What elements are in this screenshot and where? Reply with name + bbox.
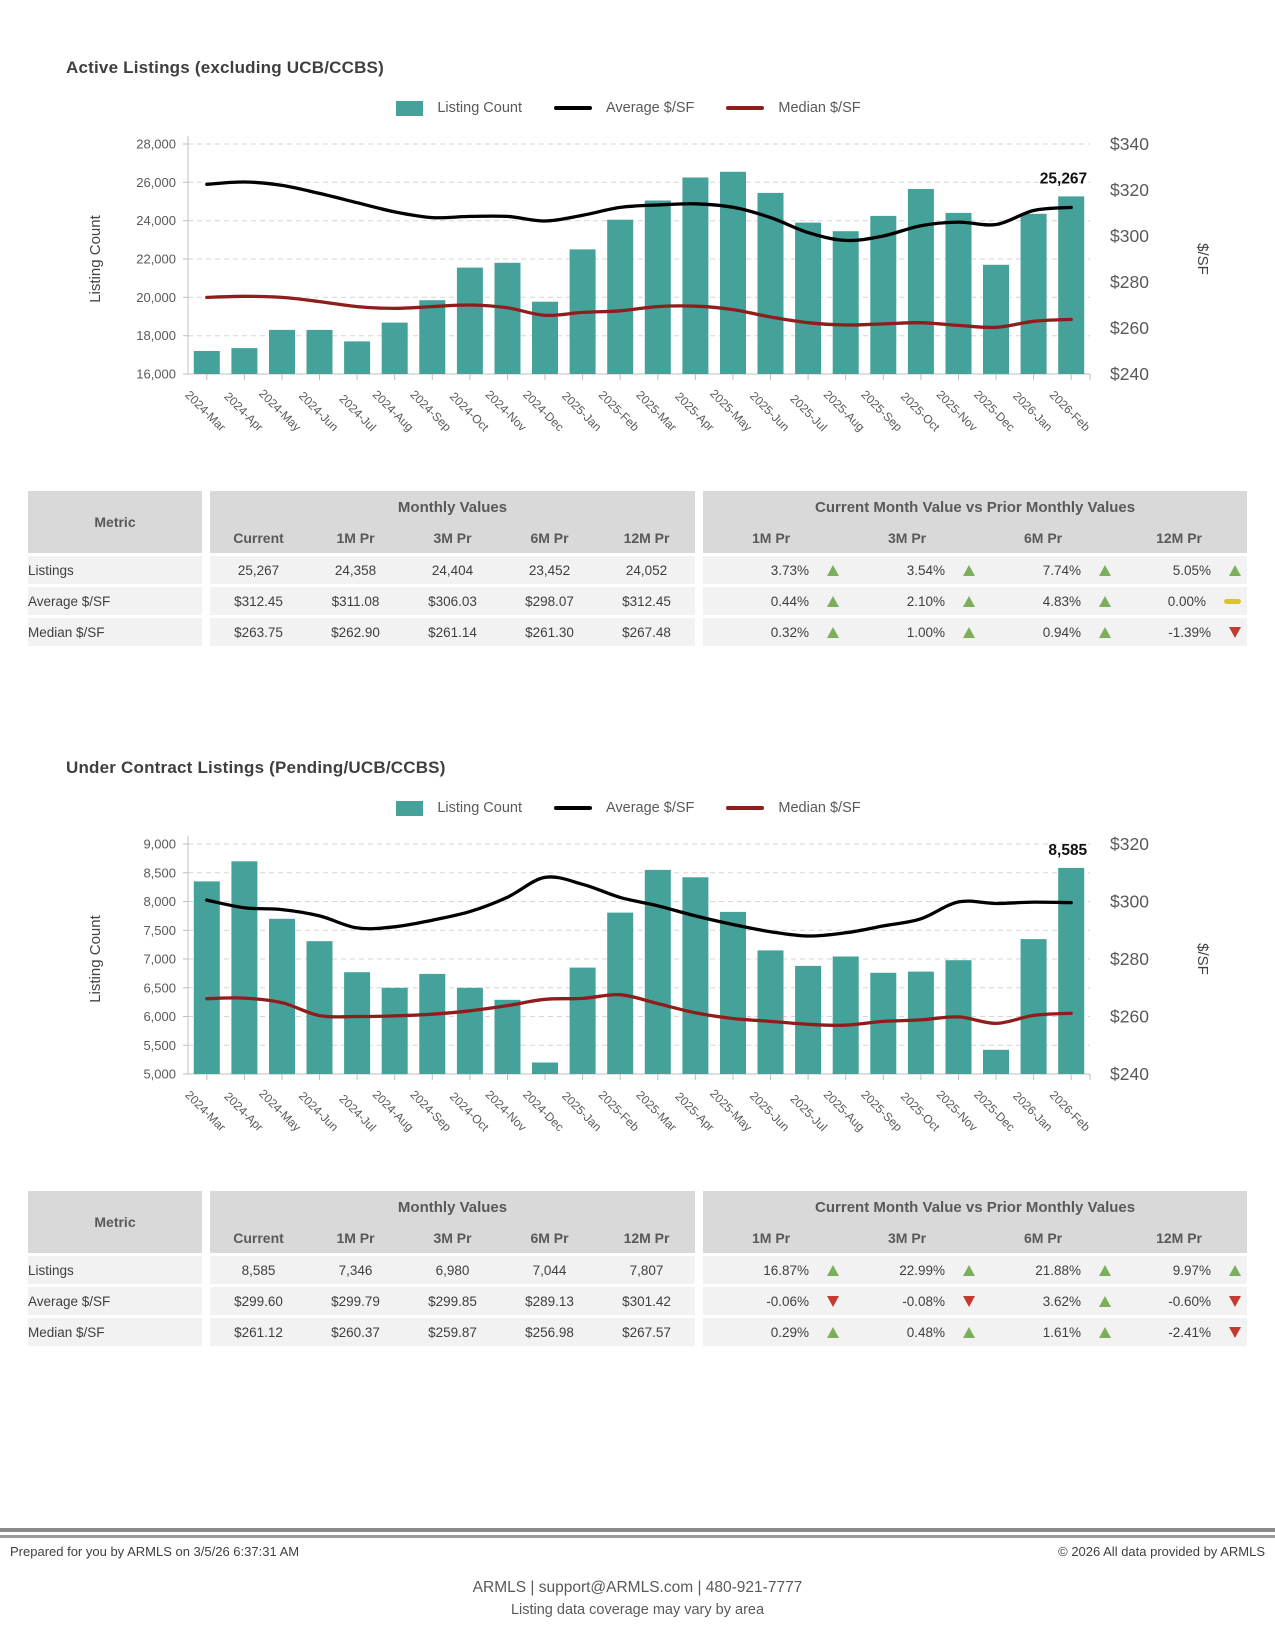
listing-count-swatch-icon [396,101,423,116]
change-cell: 3.62% [975,1286,1111,1317]
trend-down-icon [963,1296,975,1307]
cat-label: 2024-Jul [336,391,379,435]
value-cell: $299.79 [307,1286,404,1317]
bar [720,912,746,1074]
monthly-values-header: Monthly Values [210,491,695,523]
median-line [207,296,1071,327]
legend-label-listing-count: Listing Count [437,800,522,816]
svg-text:26,000: 26,000 [136,174,176,190]
bar [1058,196,1084,374]
cat-label: 2025-May [707,386,755,435]
value-cell: $261.30 [501,617,598,647]
trend-up-icon [963,565,975,576]
value-cell: $256.98 [501,1317,598,1347]
prepared-text: Prepared for you by ARMLS on 3/5/26 6:37:31 AM [10,1544,300,1559]
contact-block [0,1579,1275,1618]
trend-up-icon [1229,1265,1241,1276]
value-cell: 24,404 [404,555,501,586]
trend-up-icon [1099,627,1111,638]
metric-col-header: Metric [28,1191,202,1255]
bar [231,348,257,374]
cat-label: 2024-Sep [407,387,455,435]
active-listings-chart [28,124,1247,467]
last-value-label: 25,267 [1039,170,1088,188]
value-cell: 6,980 [404,1255,501,1286]
col-header: 6M Pr [501,1223,598,1255]
comparison-header: Current Month Value vs Prior Monthly Values [703,1191,1247,1223]
trend-up-icon [827,565,839,576]
svg-text:5,500: 5,500 [143,1037,176,1053]
value-cell: $260.37 [307,1317,404,1347]
value-cell: 23,452 [501,555,598,586]
svg-text:$260: $260 [1110,318,1149,338]
cat-label: 2024-Dec [520,1087,567,1135]
cat-label: 2024-Mar [182,1087,229,1135]
cat-label: 2024-Apr [221,1089,267,1135]
trend-up-icon [1099,596,1111,607]
listing-count-swatch-icon [396,801,423,816]
cat-label: 2025-Jul [787,391,830,435]
bar [382,988,408,1074]
footer-row [0,1538,1275,1559]
value-cell: $267.57 [598,1317,695,1347]
cat-label: 2025-Sep [858,1087,906,1135]
average-line-swatch-icon [554,106,592,110]
bar [344,341,370,374]
average-line [207,877,1071,936]
value-cell: $299.85 [404,1286,501,1317]
value-cell: $312.45 [598,586,695,617]
change-cell: 21.88% [975,1255,1111,1286]
bar [1021,939,1047,1074]
cat-label: 2025-Dec [971,387,1018,435]
cat-label: 2024-Nov [482,1087,530,1135]
cat-label: 2025-Jan [559,1088,605,1135]
bar [532,1063,558,1075]
value-cell: 7,807 [598,1255,695,1286]
table-row [28,555,1247,586]
svg-text:$280: $280 [1110,272,1149,292]
value-cell: $299.60 [210,1286,307,1317]
trend-up-icon [963,596,975,607]
cat-label: 2025-Aug [820,387,868,435]
bar [457,268,483,374]
bar [495,1000,521,1074]
under-contract-title: Under Contract Listings (Pending/UCB/CCBS) [66,758,446,777]
bar [307,330,333,374]
cat-label: 2024-Mar [182,387,229,435]
col-header: 1M Pr [703,523,839,555]
value-cell: $311.08 [307,586,404,617]
change-cell: 0.48% [839,1317,975,1347]
metrics-table [28,491,1247,646]
cat-label: 2024-Jun [295,388,342,435]
metric-cell: Listings [28,1255,202,1286]
bar [833,231,859,374]
bar [231,861,257,1074]
table-row [28,617,1247,647]
value-cell: $261.14 [404,617,501,647]
cat-label: 2025-Jul [787,1091,830,1135]
change-cell: 3.73% [703,555,839,586]
col-header: 12M Pr [1111,523,1247,555]
chart-svg [28,124,1247,462]
average-line-swatch-icon [554,806,592,810]
cat-label: 2025-Aug [820,1087,868,1135]
svg-text:24,000: 24,000 [136,213,176,229]
under-contract-table [28,1191,1247,1346]
svg-text:8,500: 8,500 [143,865,176,881]
bar [645,870,671,1074]
col-header: 3M Pr [404,1223,501,1255]
median-line-swatch-icon [726,806,764,810]
bar [457,988,483,1074]
cat-label: 2024-Aug [369,387,417,435]
bar [344,972,370,1074]
trend-up-icon [1099,1296,1111,1307]
cat-label: 2024-Jul [336,1091,379,1135]
page-footer [0,1528,1275,1618]
cat-label: 2024-Sep [407,1087,455,1135]
metric-cell: Median $/SF [28,617,202,647]
cat-label: 2026-Feb [1046,387,1093,435]
value-cell: 24,358 [307,555,404,586]
cat-label: 2025-Apr [672,389,718,435]
legend-label-median: Median $/SF [778,100,861,116]
value-cell: $312.45 [210,586,307,617]
bar [607,220,633,374]
svg-text:$260: $260 [1110,1006,1149,1027]
bar [1021,214,1047,374]
bar [870,216,896,374]
bar [795,223,821,374]
cat-label: 2025-Dec [971,1087,1018,1135]
contact-line: ARMLS | support@ARMLS.com | 480-921-7777 [472,1579,803,1596]
col-header: 12M Pr [1111,1223,1247,1255]
col-header: 6M Pr [501,523,598,555]
table-row [28,1317,1247,1347]
value-cell: $261.12 [210,1317,307,1347]
col-header: 3M Pr [839,1223,975,1255]
metric-cell: Listings [28,555,202,586]
value-cell: $298.07 [501,586,598,617]
change-cell: 16.87% [703,1255,839,1286]
under-contract-section [28,758,1247,1346]
value-cell: $267.48 [598,617,695,647]
cat-label: 2024-Aug [369,1087,417,1135]
comparison-header: Current Month Value vs Prior Monthly Values [703,491,1247,523]
value-cell: $289.13 [501,1286,598,1317]
change-cell: 0.00% [1111,586,1247,617]
cat-label: 2025-Jan [559,388,605,435]
cat-label: 2025-Jun [746,1088,793,1135]
metric-col-header: Metric [28,491,202,555]
bar [983,265,1009,374]
svg-text:20,000: 20,000 [136,289,176,305]
change-cell: -0.60% [1111,1286,1247,1317]
cat-label: 2025-May [707,1086,755,1135]
bar [645,201,671,375]
value-cell: $301.42 [598,1286,695,1317]
value-cell: $259.87 [404,1317,501,1347]
trend-up-icon [963,1327,975,1338]
svg-text:16,000: 16,000 [136,366,176,382]
cat-label: 2024-May [256,386,304,435]
svg-text:6,000: 6,000 [143,1009,176,1024]
metrics-table [28,1191,1247,1346]
col-header: 3M Pr [839,523,975,555]
legend-label-average: Average $/SF [606,800,695,816]
bar [795,966,821,1074]
bar [908,189,934,374]
change-cell: -0.08% [839,1286,975,1317]
trend-down-icon [1229,627,1241,638]
svg-text:9,000: 9,000 [143,836,176,852]
bar [682,178,708,375]
svg-text:28,000: 28,000 [136,136,176,152]
svg-text:$240: $240 [1110,1064,1149,1084]
bar [1058,868,1084,1074]
svg-text:$240: $240 [1110,364,1149,384]
value-cell: 7,346 [307,1255,404,1286]
change-cell: 7.74% [975,555,1111,586]
bar [194,351,220,374]
footer-separator [0,1528,1275,1532]
cat-label: 2025-Oct [897,389,943,435]
bar [495,263,521,374]
bar [946,213,972,374]
trend-up-icon [827,1327,839,1338]
svg-text:$340: $340 [1110,134,1149,154]
bar [307,941,333,1074]
change-cell: 0.44% [703,586,839,617]
svg-text:7,000: 7,000 [143,951,176,967]
metric-cell: Average $/SF [28,1286,202,1317]
monthly-values-header: Monthly Values [210,1191,695,1223]
cat-label: 2024-Dec [520,387,567,435]
change-cell: -2.41% [1111,1317,1247,1347]
cat-label: 2024-Oct [446,1089,492,1135]
svg-text:$300: $300 [1110,891,1149,912]
cat-label: 2025-Apr [672,1089,718,1135]
metric-cell: Average $/SF [28,586,202,617]
col-header: 1M Pr [307,1223,404,1255]
col-header: 6M Pr [975,523,1111,555]
right-axis-title: $/SF [1194,243,1211,275]
col-header: 1M Pr [307,523,404,555]
trend-up-icon [1099,1265,1111,1276]
change-cell: 0.94% [975,617,1111,647]
legend-label-listing-count: Listing Count [437,100,522,116]
change-cell: 1.00% [839,617,975,647]
cat-label: 2024-Nov [482,387,530,435]
change-cell: 3.54% [839,555,975,586]
bar [382,323,408,374]
change-cell: 0.29% [703,1317,839,1347]
bar [269,919,295,1074]
change-cell: 1.61% [975,1317,1111,1347]
bar [682,877,708,1074]
value-cell: $263.75 [210,617,307,647]
trend-up-icon [963,627,975,638]
median-line [207,995,1071,1026]
svg-text:7,500: 7,500 [143,922,176,938]
copyright-text: © 2026 All data provided by ARMLS [1058,1544,1265,1559]
cat-label: 2025-Oct [897,1089,943,1135]
cat-label: 2025-Sep [858,387,906,435]
change-cell: -1.39% [1111,617,1247,647]
cat-label: 2024-Jun [295,1088,342,1135]
table-row [28,1255,1247,1286]
svg-text:22,000: 22,000 [136,251,176,267]
svg-text:5,000: 5,000 [143,1066,176,1082]
trend-flat-icon [1224,599,1241,604]
under-contract-chart-legend [28,800,1247,816]
cat-label: 2025-Nov [933,1087,981,1135]
col-header: Current [210,523,307,555]
svg-text:8,000: 8,000 [143,894,176,909]
change-cell: 9.97% [1111,1255,1247,1286]
trend-down-icon [1229,1296,1241,1307]
cat-label: 2025-Jun [746,388,793,435]
cat-label: 2025-Mar [633,1087,680,1135]
trend-up-icon [827,1265,839,1276]
metric-cell: Median $/SF [28,1317,202,1347]
change-cell: -0.06% [703,1286,839,1317]
value-cell: $262.90 [307,617,404,647]
trend-down-icon [827,1296,839,1307]
change-cell: 0.32% [703,617,839,647]
svg-text:6,500: 6,500 [143,980,176,996]
legend-label-median: Median $/SF [778,800,861,816]
change-cell: 5.05% [1111,555,1247,586]
value-cell: $306.03 [404,586,501,617]
cat-label: 2024-May [256,1086,304,1135]
bar [269,330,295,374]
value-cell: 25,267 [210,555,307,586]
bar [908,972,934,1074]
bar [720,172,746,374]
svg-text:$280: $280 [1110,949,1149,969]
svg-text:$320: $320 [1110,834,1149,854]
table-row [28,1286,1247,1317]
value-cell: 24,052 [598,555,695,586]
col-header: 12M Pr [598,1223,695,1255]
legend-label-average: Average $/SF [606,100,695,116]
median-line-swatch-icon [726,106,764,110]
cat-label: 2024-Oct [446,389,492,435]
trend-up-icon [963,1265,975,1276]
col-header: 12M Pr [598,523,695,555]
trend-up-icon [827,627,839,638]
bar [758,950,784,1074]
bar [570,968,596,1074]
value-cell: 8,585 [210,1255,307,1286]
bar [983,1050,1009,1074]
cat-label: 2026-Feb [1046,1087,1093,1135]
change-cell: 2.10% [839,586,975,617]
cat-label: 2025-Feb [595,387,642,435]
value-cell: 7,044 [501,1255,598,1286]
right-axis-title: $/SF [1194,943,1211,975]
svg-text:$320: $320 [1110,180,1149,200]
last-value-label: 8,585 [1048,841,1088,859]
svg-text:$300: $300 [1110,226,1149,246]
cat-label: 2025-Mar [633,387,680,435]
bar [419,300,445,374]
cat-label: 2025-Nov [933,387,981,435]
trend-up-icon [827,596,839,607]
trend-up-icon [1229,565,1241,576]
col-header: Current [210,1223,307,1255]
left-axis-title: Listing Count [87,915,104,1003]
trend-up-icon [1099,1327,1111,1338]
svg-text:18,000: 18,000 [136,328,176,344]
bar [419,974,445,1074]
active-listings-title: Active Listings (excluding UCB/CCBS) [66,58,384,77]
cat-label: 2026-Jan [1010,388,1056,435]
active-listings-table [28,491,1247,646]
average-line [207,182,1071,241]
bar [833,957,859,1075]
change-cell: 4.83% [975,586,1111,617]
change-cell: 22.99% [839,1255,975,1286]
bar [194,881,220,1074]
col-header: 3M Pr [404,523,501,555]
table-row [28,586,1247,617]
cat-label: 2025-Feb [595,1087,642,1135]
coverage-line: Listing data coverage may vary by area [510,1602,765,1618]
col-header: 6M Pr [975,1223,1111,1255]
trend-up-icon [1099,565,1111,576]
trend-down-icon [1229,1327,1241,1338]
col-header: 1M Pr [703,1223,839,1255]
left-axis-title: Listing Count [87,215,104,303]
under-contract-chart [28,824,1247,1167]
active-chart-legend [28,100,1247,116]
cat-label: 2026-Jan [1010,1088,1056,1135]
chart-svg [28,824,1247,1162]
cat-label: 2024-Apr [221,389,267,435]
